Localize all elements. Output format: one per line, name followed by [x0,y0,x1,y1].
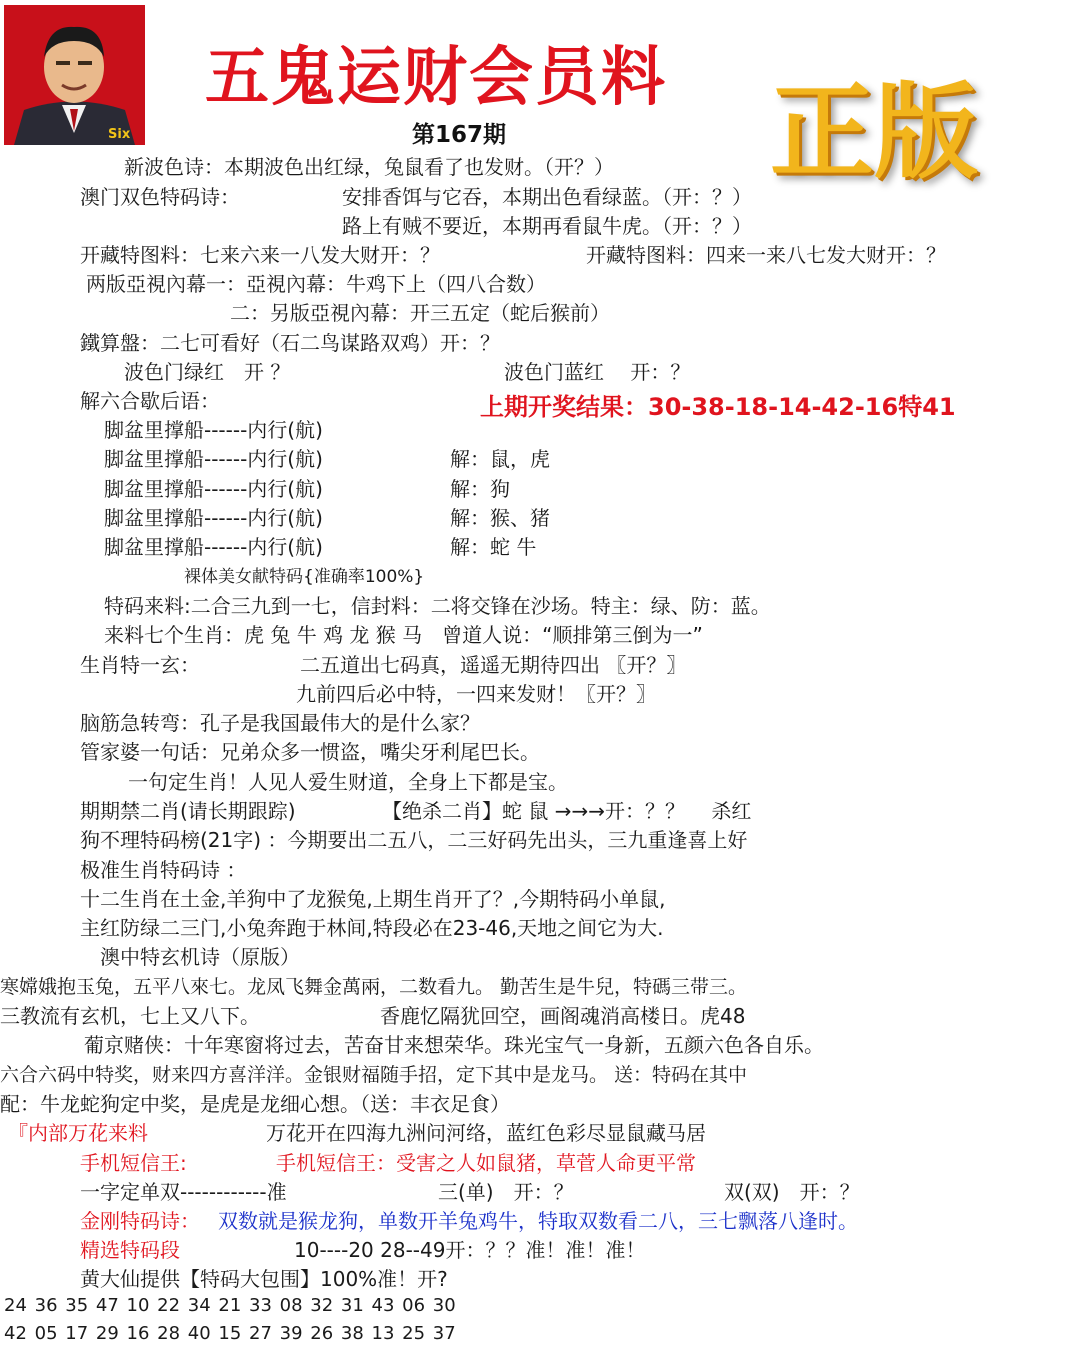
text-line: 狗不理特码榜(21字) ：今期要出二五八，二三好码先出头，三九重逢喜上好 [80,828,748,852]
text-line: 三(单) 开：？ [438,1180,574,1204]
text-line: 主红防绿二三门,小兔奔跑于林间,特段必在23-46,天地之间它为大. [80,916,664,940]
text-line: 管家婆一句话：兄弟众多一惯盗，嘴尖牙利尾巴长。 [80,740,540,764]
text-line: 脚盆里撑船------内行(航) [104,477,323,501]
text-line: 脚盆里撑船------内行(航) [104,447,323,471]
text-line: 安排香饵与它吞，本期出色看绿蓝。（开：？） [342,185,752,209]
text-line: 『内部万花来料 [8,1121,148,1145]
text-line: 脑筋急转弯：孔子是我国最伟大的是什么家？ [80,711,480,735]
text-line: 葡京赌侠：十年寒窗将过去，苦奋甘来想荣华。珠光宝气一身新，五颜六色各自乐。 [84,1033,824,1057]
text-line: 脚盆里撑船------内行(航) [104,418,323,442]
text-line: 金刚特码诗： [80,1209,200,1233]
text-line: 黄大仙提供【特码大包围】100%准！开? [80,1267,448,1291]
last-result: 上期开奖结果：30-38-18-14-42-16特41 [480,393,956,421]
text-line: 澳中特玄机诗（原版） [100,945,300,969]
text-line: 澳门双色特码诗： [80,185,240,209]
text-line: 脚盆里撑船------内行(航) [104,506,323,530]
issue-number: 第167期 [412,122,507,148]
text-line: 一句定生肖！人见人爱生财道，全身上下都是宝。 [128,770,568,794]
text-line: 配：牛龙蛇狗定中奖，是虎是龙细心想。（送：丰衣足食） [0,1092,510,1116]
text-line: 【绝杀二肖】蛇 鼠 →→→开：？？ 杀红 [382,799,752,823]
text-line: 手机短信王: [80,1151,187,1175]
text-line: 解：蛇 牛 [450,535,537,559]
presenter-portrait-icon [4,5,145,145]
text-line: 解：猴、猪 [450,506,550,530]
text-line: 鐵算盤：二七可看好（石二鸟谋路双鸡）开：？ [80,331,500,355]
genuine-badge: 正版 [770,70,979,193]
text-line: 双(双) 开：？ [724,1180,860,1204]
text-line: 九前四后必中特，一四来发财！〖开？〗 [296,682,656,706]
presenter-photo [4,5,145,145]
text-line: 万花开在四海九洲问河络，蓝红色彩尽显鼠藏马居 [266,1121,706,1145]
text-line: 期期禁二肖(请长期跟踪) [80,799,296,823]
text-line: 来料七个生肖：虎 兔 牛 鸡 龙 猴 马 曾道人说：“顺排第三倒为一” [104,623,703,647]
text-line: 寒嫦娥抱玉兔，五平八來七。龙凤飞舞金萬兩，二数看九。 勤苦生是牛兒，特碼三带三。 [0,976,748,998]
text-line: 开藏特图料：七来六来一八发大财开：？ [80,243,440,267]
text-line: 手机短信王：受害之人如鼠猪，草菅人命更平常 [276,1151,696,1175]
text-line: 新波色诗：本期波色出红绿，兔鼠看了也发财。（开？） [124,155,614,179]
text-line: 三教流有玄机，七上又八下。 [0,1004,260,1028]
text-line: 裸体美女献特码{准确率100%} [184,567,425,587]
text-line: 脚盆里撑船------内行(航) [104,535,323,559]
text-line: 两版亞視內幕一：亞視內幕：牛鸡下上（四八合数） [86,272,546,296]
text-line: 10----20 28--49开：？？准！准！准！ [294,1238,646,1262]
page-title: 五鬼运财会员料 [205,41,667,115]
number-row: 24 36 35 47 10 22 34 21 33 08 32 31 43 06 30 [4,1295,456,1316]
text-line: 特码来料:二合三九到一七，信封料：二将交锋在沙场。特主：绿、防：蓝。 [104,594,771,618]
photo-caption: Six [108,127,131,142]
text-line: 生肖特一玄： [80,653,200,677]
text-line: 精选特码段 [80,1238,180,1262]
text-line: 解六合歇后语： [80,389,220,413]
text-line: 六合六码中特奖，财来四方喜洋洋。金银财福随手招，定下其中是龙马。 送：特码在其中 [0,1064,748,1086]
text-line: 二五道出七码真，遥遥无期待四出 〖开？〗 [300,653,687,677]
text-line: 开藏特图料：四来一来八七发大财开：？ [586,243,946,267]
number-row: 42 05 17 29 16 28 40 15 27 39 26 38 13 25 37 [4,1323,456,1344]
text-line: 波色门绿红 开 ？ [124,360,291,384]
text-line: 香鹿忆隔犹回空，画阁魂消高楼日。虎48 [380,1004,746,1028]
text-line: 解：狗 [450,477,510,501]
text-line: 二：另版亞視內幕：开三五定（蛇后猴前） [230,301,610,325]
text-line: 一字定单双------------准 [80,1180,287,1204]
text-line: 解：鼠，虎 [450,447,550,471]
text-line: 双数就是猴龙狗，单数开羊兔鸡牛，特取双数看二八，三七飘落八逢时。 [218,1209,858,1233]
text-line: 极准生肖特码诗 ： [80,858,247,882]
text-line: 路上有贼不要近，本期再看鼠牛虎。（开：？） [342,214,752,238]
text-line: 波色门蓝红 开：？ [504,360,691,384]
text-line: 十二生肖在土金,羊狗中了龙猴兔,上期生肖开了？,今期特码小单鼠, [80,887,666,911]
